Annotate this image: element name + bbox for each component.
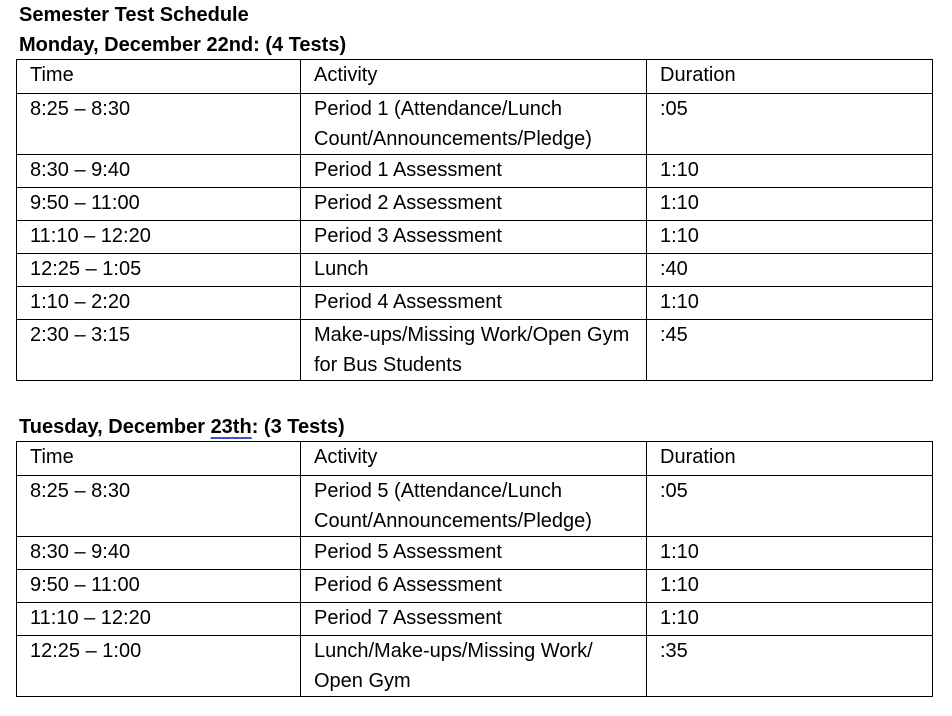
duration-cell: :05: [647, 476, 933, 537]
table-row: [17, 320, 933, 381]
table-row: [17, 254, 933, 287]
time-cell: 8:25 – 8:30: [17, 476, 301, 537]
spellcheck-flagged-word[interactable]: 23th: [210, 416, 252, 438]
document-title: Semester Test Schedule: [19, 4, 249, 26]
activity-cell: Period 4 Assessment: [301, 287, 647, 320]
activity-cell: Period 3 Assessment: [301, 221, 647, 254]
column-header-activity: Activity: [301, 442, 647, 476]
duration-cell: :35: [647, 636, 933, 697]
table-row: [17, 570, 933, 603]
table-row: [17, 537, 933, 570]
tuesday-schedule-table: [16, 441, 933, 697]
time-cell: 8:30 – 9:40: [17, 155, 301, 188]
time-cell: 11:10 – 12:20: [17, 603, 301, 636]
time-cell: 1:10 – 2:20: [17, 287, 301, 320]
time-cell: 12:25 – 1:00: [17, 636, 301, 697]
duration-cell: 1:10: [647, 221, 933, 254]
table-row: [17, 603, 933, 636]
table-header-row: [17, 60, 933, 94]
time-cell: 2:30 – 3:15: [17, 320, 301, 381]
column-header-time: Time: [17, 442, 301, 476]
time-cell: 8:30 – 9:40: [17, 537, 301, 570]
time-cell: 8:25 – 8:30: [17, 94, 301, 155]
duration-cell: 1:10: [647, 570, 933, 603]
column-header-activity: Activity: [301, 60, 647, 94]
table-row: [17, 221, 933, 254]
column-header-time: Time: [17, 60, 301, 94]
table-header-row: [17, 442, 933, 476]
duration-cell: 1:10: [647, 287, 933, 320]
activity-cell: Period 7 Assessment: [301, 603, 647, 636]
tuesday-heading-prefix: Tuesday, December: [19, 416, 211, 438]
duration-cell: :05: [647, 94, 933, 155]
activity-cell: Period 5 (Attendance/Lunch Count/Announcements/Pledge): [301, 476, 647, 537]
time-cell: 9:50 – 11:00: [17, 570, 301, 603]
activity-cell: Lunch: [301, 254, 647, 287]
activity-cell: Lunch/Make-ups/Missing Work/ Open Gym: [301, 636, 647, 697]
duration-cell: :45: [647, 320, 933, 381]
time-cell: 9:50 – 11:00: [17, 188, 301, 221]
time-cell: 12:25 – 1:05: [17, 254, 301, 287]
duration-cell: :40: [647, 254, 933, 287]
table-row: [17, 188, 933, 221]
time-cell: 11:10 – 12:20: [17, 221, 301, 254]
activity-cell: Period 5 Assessment: [301, 537, 647, 570]
monday-schedule-table: [16, 59, 933, 381]
activity-cell: Period 2 Assessment: [301, 188, 647, 221]
duration-cell: 1:10: [647, 603, 933, 636]
activity-cell: Period 1 (Attendance/Lunch Count/Announcements/Pledge): [301, 94, 647, 155]
activity-cell: Period 1 Assessment: [301, 155, 647, 188]
table-row: [17, 287, 933, 320]
table-row: [17, 94, 933, 155]
duration-cell: 1:10: [647, 155, 933, 188]
activity-cell: Period 6 Assessment: [301, 570, 647, 603]
tuesday-heading-suffix: : (3 Tests): [251, 416, 345, 438]
monday-heading: Monday, December 22nd: (4 Tests): [19, 34, 347, 56]
column-header-duration: Duration: [647, 60, 933, 94]
column-header-duration: Duration: [647, 442, 933, 476]
tuesday-heading: [19, 414, 345, 440]
activity-cell: Make-ups/Missing Work/Open Gym for Bus Students: [301, 320, 647, 381]
table-row: [17, 476, 933, 537]
table-row: [17, 155, 933, 188]
duration-cell: 1:10: [647, 188, 933, 221]
duration-cell: 1:10: [647, 537, 933, 570]
table-row: [17, 636, 933, 697]
